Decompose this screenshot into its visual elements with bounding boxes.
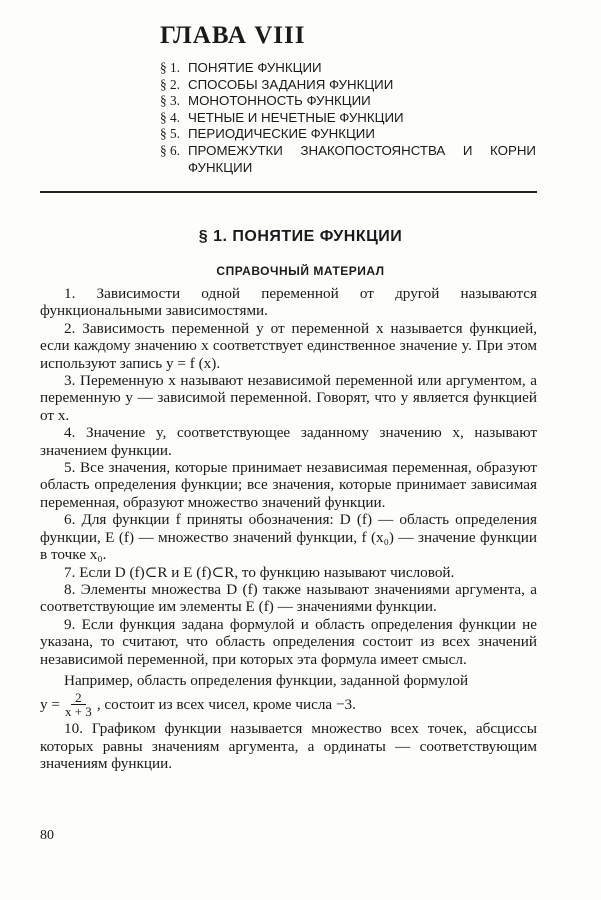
section-body [40,285,537,773]
paragraph-5: 5. Все значения, которые принимает независимая переменная, образуют область определения функции; все значения, которые принимает зависимая переменная, образуют множество значений функции. [40,459,537,511]
section-title: § 1. ПОНЯТИЕ ФУНКЦИИ [198,228,403,245]
paragraph-6: 6. Для функции f приняты обозначения: D (f) — область определения функции, E (f) — множество значений функции, f (x₀) — значение функции в точке x₀. [40,511,537,564]
formula-lhs: y = [40,696,60,714]
horizontal-divider [40,191,537,193]
paragraph-7: 7. Если D (f)⊂R и E (f)⊂R, то функцию называют числовой. [64,563,455,581]
toc-item-text: ПОНЯТИЕ ФУНКЦИИ [188,60,322,75]
toc-item-text: СПОСОБЫ ЗАДАНИЯ ФУНКЦИИ [188,76,394,92]
toc-item [160,60,536,77]
toc-item-text: ПРОМЕЖУТКИ ЗНАКОПОСТОЯНСТВА И КОРНИ ФУНКЦИИ [188,142,536,175]
chapter-contents [160,60,536,176]
toc-item [160,77,536,94]
chapter-title: ГЛАВА VIII [160,22,306,49]
paragraph-9: 9. Если функция задана формулой и область определения функции не указана, то считают, что область определения состоит из всех значений независимой переменной, при которых эта формула имеет смысл. [40,615,537,668]
toc-item [160,143,536,176]
paragraph-3: 3. Переменную x называют независимой переменной или аргументом, а переменную y — зависимой переменной. Говорят, что y является функцией от x. [40,372,537,424]
toc-item-number: § 6. [160,142,180,158]
subsection-title: СПРАВОЧНЫЙ МАТЕРИАЛ [216,264,385,278]
fraction-denominator: x + 3 [64,704,92,720]
toc-item-text: ЧЕТНЫЕ И НЕЧЕТНЫЕ ФУНКЦИИ [188,109,404,125]
toc-item-text: МОНОТОННОСТЬ ФУНКЦИИ [188,93,371,109]
toc-item [160,110,536,127]
fraction-numerator: 2 [71,691,86,705]
toc-item-number: § 5. [160,126,180,142]
page-number: 80 [40,828,54,843]
toc-item-number: § 3. [160,93,180,109]
toc-item-text: ПЕРИОДИЧЕСКИЕ ФУНКЦИИ [188,126,375,142]
paragraph-1: 1. Зависимости одной переменной от другой называются функциональными зависимостями. [40,285,537,320]
toc-item-number: § 1. [160,60,180,75]
formula-fraction [63,691,94,718]
toc-item-number: § 2. [160,76,180,92]
toc-item-number: § 4. [160,109,180,125]
paragraph-10: 10. Графиком функции называется множество всех точек, абсциссы которых равны значениям аргумента, а ординаты — соответствующим значениям функции. [40,720,537,773]
paragraph-4: 4. Значение y, соответствующее заданному значению x, называют значением функции. [40,424,537,459]
toc-item [160,126,536,143]
paragraph-2: 2. Зависимость переменной y от переменной x называется функцией, если каждому значению x соответствует единственное значение y. При этом используют запись y = f (x). [40,319,537,372]
formula-rest: , состоит из всех чисел, кроме числа −3. [96,696,356,714]
toc-item [160,93,536,110]
paragraph-8: 8. Элементы множества D (f) также называют значениями аргумента, а соответствующие им элементы E (f) — значениями функции. [40,580,537,616]
example-formula [40,691,537,718]
example-intro: Например, область определения функции, заданной формулой [64,671,469,689]
